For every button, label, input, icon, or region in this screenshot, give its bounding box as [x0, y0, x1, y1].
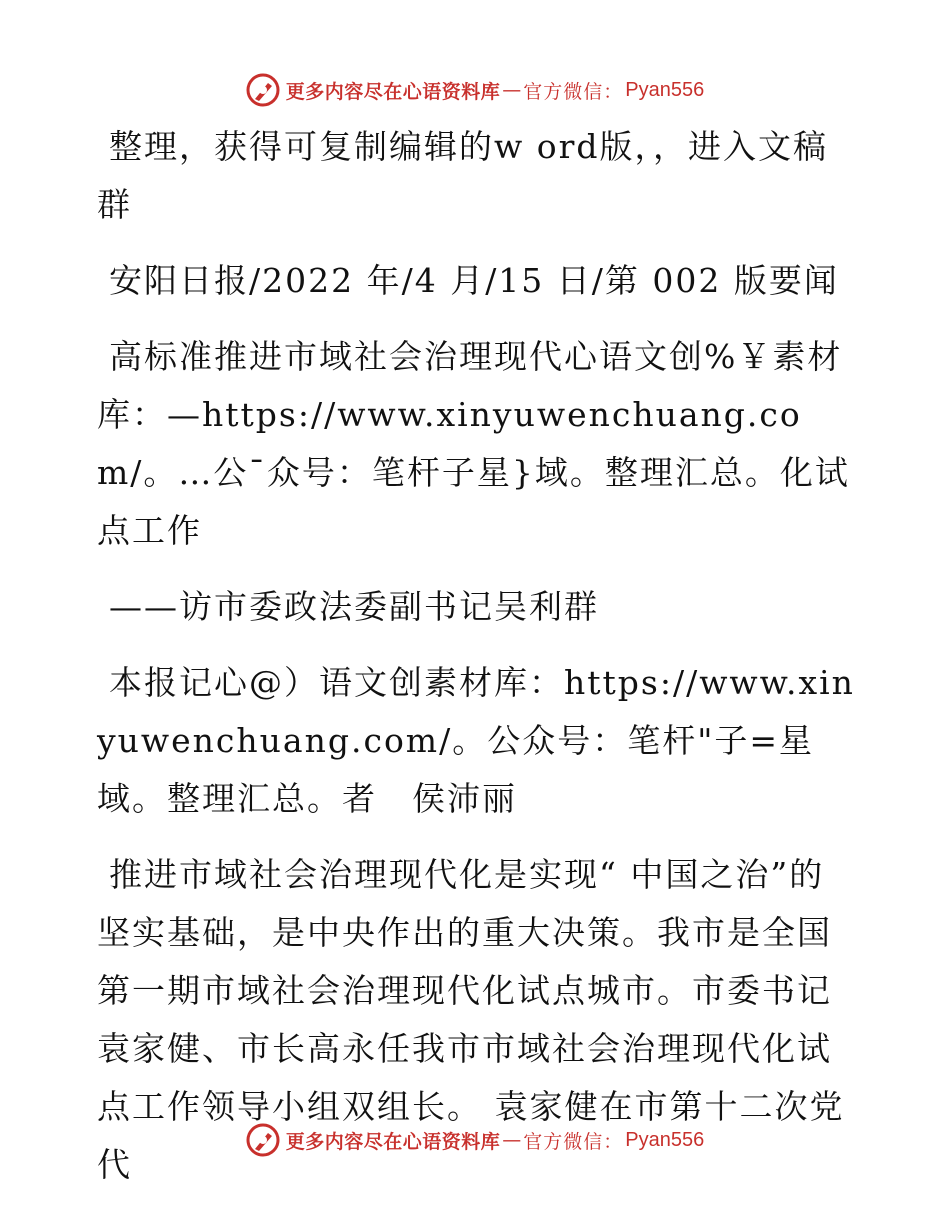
paragraph-body: 推进市域社会治理现代化是实现“ 中国之治”的坚实基础，是中央作出的重大决策。我市是全国第一期市域社会治理现代化试点城市。市委书记袁家健、市长高永任我市市域社会治理现代化试点工作领导小组双组长。 袁家健在市第十二次党代 [97, 855, 845, 1184]
pen-logo-icon [246, 1123, 280, 1157]
banner-dash: — [502, 1129, 522, 1151]
paragraph-headline: 高标准推进市域社会治理现代心语文创%￥素材库：—https://www.xinyuwenchuang.com/。…公¯众号：笔杆子星}域。整理汇总。化试点工作 [97, 337, 850, 550]
paragraph-intro: 整理，获得可复制编辑的w ord版，，进入文稿群 [97, 127, 829, 224]
banner-wechat-label: 官方微信： [523, 1130, 624, 1153]
banner-dash: — [502, 79, 522, 101]
paragraph-subtitle: ——访市委政法委副书记吴利群 [109, 587, 599, 626]
paragraph-reporter: 本报记心@）语文创素材库：https://www.xinyuwenchuang.com/。公众号：笔杆"子=星域。整理汇总。者 侯沛丽 [97, 663, 855, 818]
footer-banner [0, 1120, 950, 1160]
banner-main-text: 更多内容尽在心语资料库 [285, 80, 501, 103]
banner-wechat-id: Pyan556 [625, 78, 705, 101]
banner-main-text: 更多内容尽在心语资料库 [285, 1130, 501, 1153]
banner-wechat-id: Pyan556 [625, 1128, 705, 1151]
header-banner [0, 70, 950, 110]
document-body [97, 118, 857, 1212]
banner-wechat-label: 官方微信： [523, 80, 624, 103]
paragraph-source-line: 安阳日报/2022 年/4 月/15 日/第 002 版要闻 [109, 261, 839, 300]
pen-logo-icon [246, 73, 280, 107]
